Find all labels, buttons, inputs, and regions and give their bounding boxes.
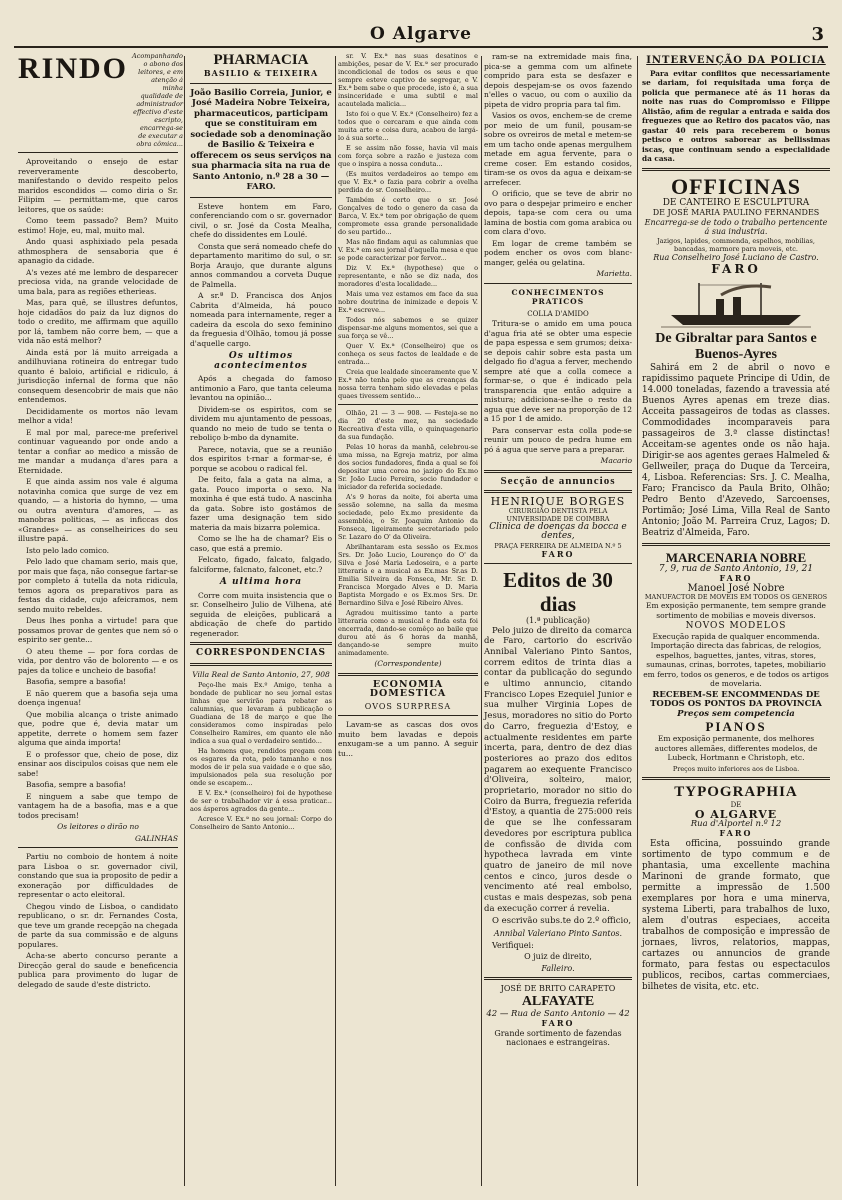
steamship-illustration	[661, 277, 811, 329]
paragraph: Creia que lealdade sinceramente que V. Ex.ª não tenha pelo que as creanças da nossa terra tenham sido elevadas e pelas quaes tivessem sentido...	[338, 368, 478, 400]
paragraph: (Es muitos verdadeiros ao tempo em que V. Ex.ª o fazia para cobrir a ovelha perdida do sr. Conselheiro...	[338, 170, 478, 194]
paragraph: Esteve hontem em Faro, conferenciando com o sr. governador civil, o sr. José da Costa Mealha, chefe do dissidentes em Loulé.	[190, 201, 332, 239]
advert-furniture-city: FARO	[719, 573, 753, 583]
paragraph: Parece, notavia, que se a reunião dos espiritos t-rnar a formar-se, é porque se acobou o radical fel.	[190, 444, 332, 473]
paragraph: Para evitar conflitos que necessariamente se dariam, foi requisitada uma força de policia que permanece até ás 11 horas da noite nas ruas do Compromisso e Filippe Alistão, afim de regular a entrada e saida dos freguezes que ao Retiro dos pacatos vão, nas gastar 40 reis para receberem o bonus petisco e outros saborear as bellissimas iscas, que continuam sendo a especialidade da casa.	[642, 68, 830, 163]
signature: Annibal Valeriano Pinto Santos.	[493, 929, 623, 939]
page-number: 3	[811, 24, 824, 45]
advert-workshop-name: DE JOSÉ MARIA PAULINO FERNANDES	[652, 208, 820, 217]
paragraph: Após a chegada do famoso antimonio a Faro, que tanta celeuma levantou na opinião...	[190, 374, 332, 402]
advert-ship-text: Sahirá em 2 de abril o novo e rapidissimo paquete Principe di Udin, de 14.000 toneladas, fazendo a travessia até Buenos Ayres apenas em treze dias. Acceita passageiros de todas as classes. Commodidades incomparaveis para passageiros de 3.ª classe distinctas! Acceitam-se agentes onde os não haja. Dirigir-se aos agentes geraes Halmeled & Gellweiler, praça do Duque da Terceira, 4, Lisboa. Referencias: Srs. J. C. Mealha, Faro; Francisco da Paula Brito, Olhão; Pedro Bento d'Azevedo, Sarcoenses, Portimão; José Lima, Villa Real de Santo Antonio; João M. Parreira Cruz, Lagos; D. Beatriz d'Almeida, Faro.	[642, 362, 830, 538]
paragraph: Aproveitando o ensejo de estar reververamente descoberto, manifestando o devido respeito pelos maridos escondidos — como diria o Sr. Filipim — permittam-me, que caros leitores, que os saúde:	[18, 157, 178, 214]
column-4	[484, 52, 632, 1192]
section-heading: INTERVENÇÃO DA POLICIA	[646, 55, 826, 66]
paragraph: Partiu no comboio de hontem á noite para Lisboa o sr. governador civil, constando que sua ia proposito de pedir a exoneração por difficuldades de representar o acto eleitoral.	[18, 852, 178, 899]
advert-typography-text: Esta officina, possuindo grande sortimento de typo commum e de phantasia, uma excellente machina Marinoni de grande formato, que permitte a impressão de 1.500 exemplares por hora e uma minerva, systema Liberti, para trabalhos de luxo, alem d'outras especiaes, acceita trabalhos de composição e impressão de jornaes, livros, relatorios, mappas, cartazes ou annuncios de grande formato, para festas ou espectaculos publicos, recibos, cartas commerciaes, bilhetes de visita, etc. etc.	[642, 838, 830, 992]
advert-workshop-city: FARO	[711, 262, 761, 276]
paragraph: Diz V. Ex.ª (hypothese) que o representante, e não se diz nada, dos moradores d'esta localidade...	[338, 264, 478, 288]
paragraph: Todos nós sabemos e se quizer dispensar-me alguns momentos, sei que a sua força se vê...	[338, 316, 478, 340]
column-1	[18, 52, 183, 1192]
advert-dentist-city: FARO	[541, 548, 575, 559]
editos-heading: Editos de 30 dias	[503, 568, 613, 616]
signature: Marietta.	[596, 269, 632, 278]
advert-typography-name: O ALGARVE	[694, 808, 778, 821]
paragraph: Vasios os ovos, enchem-se de creme por meio de um funil, pousam-se sobre os ovreiros de metal e metem-se em um tacho onde apenas mergulhem metade em agua fervente, para o creme coser. Em estando cosidos, tiram-se os ovos da agua e deixam-se arrefecer.	[484, 111, 632, 187]
advert-dentist-name: HENRIQUE BORGES	[490, 495, 626, 508]
paragraph: Acha-se aberto concurso perante a Direcção geral do saude e beneficencia publica para provimento do lugar de delegado de saude d'este districto.	[18, 951, 178, 989]
paragraph: Como teem passado? Bem? Muito estimo! Hoje, eu, mal, muito mal.	[18, 216, 178, 235]
judge-name: Falleiro.	[541, 963, 575, 973]
dateline: Villa Real de Santo Antonio, 27, 908	[192, 669, 330, 679]
advert-workshop-small: Jazigos, lapides, commenda, espelhos, mobilias, bancadas, marmore para moveis, etc.	[657, 236, 815, 253]
paragraph: A sr.ª D. Francisca dos Anjos Cabrita d'Almeida, há pouco nomeada para internamente, reger a cadeira da escola do sexo feminino da freguesia d'Olhão, tomou já posse d'aquelle cargo.	[190, 291, 332, 348]
paragraph: Chegou vindo de Lisboa, o candidato republicano, o sr. dr. Fernandes Costa, que teve um grande recepção na chegada de parte da sua commissão e de alguns populares.	[18, 901, 178, 949]
section-heading: Secção de annuncios	[500, 474, 616, 487]
verification: Verifiquei:	[492, 940, 534, 950]
paragraph: sr. V. Ex.ª nas suas desatinos e ambições, pesar de V. Ex.ª ser procurado incondicional de todos os seus e que sempre esteve captivo de segregar, e V. Ex.ª bem sabe o que procede, isto é, a sua insinceridade e uma subtil e mal acautelada malicia...	[338, 52, 478, 108]
advert-dentist-address: PRAÇA FERREIRA DE ALMEIDA N.º 5	[494, 541, 622, 550]
paragraph: Corre com muita insistencia que o sr. Conselheiro Julio de Vilhena, até seguida de eleições, publicará a abdicação de chefe do partido regenerador.	[190, 590, 332, 638]
signature: Macario	[600, 456, 632, 465]
section-heading: CONHECIMENTOS PRATICOS	[511, 287, 605, 306]
paragraph: Basofia, sempre a basofia!	[26, 677, 127, 686]
advert-furniture-text2: Execução rapida de qualquer encommenda. Importação directa das fabricas, de relogios, espelhos, baguettes, jantes, vitras, stores, sumaunas, crinas, borrotes, tapetes, mobiliario em ferro, todos os generos, e de todos os artigos de movelaria.	[643, 631, 829, 688]
paragraph: Mas, para quê, se illustres defuntos, hoje cidadãos do paiz da luz dignos do todo o credito, me affirmam que aquillo por lá, tambem não corre bem, — que a vida não está melhor?	[18, 298, 178, 345]
paragraph: Para conservar esta colla pode-se reunir um pouco de pedra hume em pó á agua que serve para a preparar.	[484, 425, 632, 454]
advert-furniture-address: 7, 9, rua de Santo Antonio, 19, 21	[658, 563, 814, 574]
paragraph: Basofia, sempre a basofia!	[26, 780, 127, 789]
advert-furniture-heading2: RECEBEM-SE ENCOMMENDAS DE TODOS OS PONTOS DA PROVINCIA	[650, 689, 822, 709]
column-3	[338, 52, 478, 1192]
advert-pianos-heading: PIANOS	[705, 719, 767, 734]
paragraph: Tritura-se o amido em uma pouca d'agua fria até se obter uma especie de papa espessa e sem grumos; deixa-se depois cahir sobre esta pasta um delgado fio d'agua a ferver, mechendo sempre até que a colla comece a formar-se, o que é indicado pela transparencia que então adquire a mistura; addiciona-se-lhe o resto da agua que deve ser na proporção de 12 a 15 por 1 de amido.	[484, 319, 632, 423]
newspaper-title: O Algarve	[370, 24, 472, 44]
paragraph: Lavam-se as cascas dos ovos muito bem lavadas e depois enxugam-se a um panno. A seguir tu...	[338, 720, 478, 758]
advert-ship-title: De Gibraltar para Santos e Buenos-Ayres	[655, 330, 817, 362]
advert-workshop-text: Encarrega-se de todo o trabalho pertencente á sua industria.	[644, 217, 828, 236]
paragraph: O orificio, que se teve de abrir no ovo para o despejar primeiro e encher depois, tapa-se com cera ou uma lamina de bostia com goma arabica ou com clara d'ovo.	[484, 189, 632, 236]
paragraph: Ha homens que, rendidos pregam com os esgares da rota, pelo tamanho e nos modos de ir pela sua vaidade e o que são, impulsionados pela sua resolução por onde se escapem...	[190, 747, 332, 787]
paragraph: E mal por mal, parece-me preferivel continuar vagueando por onde ando a tentar a confiar ao medico a missão de me mandar a mudança d'ares para a Eternidade.	[18, 427, 178, 475]
paragraph: Ando quasi asphixiado pela pesada athmosphera de sensaboria que é apanagio da cidade.	[18, 237, 178, 265]
paragraph: E se assim não fosse, havia vil mais com força sobre a razão e justeza com que o inspira a nossa conduta...	[338, 144, 478, 168]
advert-tailor-trade: ALFAYATE	[521, 993, 595, 1009]
paragraph: E ninguem a sabe que tempo de vantagem ha de a basofia, mas e a que todos precisam!	[18, 791, 178, 820]
section-heading: CORRESPONDENCIAS	[196, 648, 326, 658]
paragraph: Peço-lhe mais Ex.º Amigo, tenha a bondade de publicar no seu jornal estas linhas que servirão para rebater as calumnias, que levaram á publicação o Guadiana de 18 de março e que lhe consideramos como inspiradas pelo Conselheiro Ramires, em quanto ele não indica a sua qual o verdadeiro sentido...	[190, 681, 332, 745]
advert-workshop-address: Rua Conselheiro José Luciano de Castro.	[653, 252, 819, 262]
paragraph: Pelas 10 horas da manhã, celebrou-se uma missa, na Egreja matriz, por alma dos socios fundadores, finda a qual se foi depositar uma coroa no jazigo do Ex.mo Sr. João Lucio Pereira, socio fundador e iniciador da referida sociedade.	[338, 443, 478, 491]
paragraph: De feito, fala a gata na alma, a gata. Pouco importa o sexo. Na moxinha é que está tudo. A nascinha da gata. Sobre isto gostámos de fazer uma designação tem sido materia da mais bizarra polemica.	[190, 475, 332, 532]
advert-typography-address: Rua d'Alportel n.º 12	[690, 818, 782, 829]
paragraph: Como se lhe ha de chamar? Eis o caso, que está a premio.	[190, 534, 332, 553]
column-rule	[637, 56, 638, 1186]
paragraph: A's 9 horas da noite, foi aberta uma sessão solemne, na salla da mesma sociedade, pelo Ex.mo presidente da assembléa, o Sr. Joaquim Antonio da Fonseca, ligeiramente secretariado pelo Sr. Lazaro do O' da Oliveira.	[338, 493, 478, 541]
advert-workshop-subtitle: DE CANTEIRO E ESCULPTURA	[662, 197, 810, 208]
paragraph: Agradou muitissimo tanto a parte litteraria como a musical e finda esta foi encerrada, dando-se comêço ao baile que durou até ás 6 horas da manhã, dançando-se sempre muito animadamente.	[338, 609, 478, 657]
advert-furniture-title: MARCENARIA NOBRE	[665, 549, 807, 565]
paragraph: Isto foi o que V. Ex.ª (Conselheiro) fez a todos que o cercaram e que ainda com muita arte e coisa dura, acabou de largá-lo á sua sorte...	[338, 110, 478, 142]
column-rule	[184, 56, 185, 1186]
advert-furniture-heading3: Preços sem competencia	[677, 708, 795, 719]
paragraph: Abrilhantaram esta sessão os Ex.mos Srs. Dr. João Lucio, Lourenço do O' da Silva e José Maria Ledoseira, e a parte litteraria e a musical as Ex.mas Sr.as D. Emilia Silveira da Fonseca, Mr. Sr. D. Francisca Morgado Alves e D. Maria Baptista Morgado e os Ex.mos Srs. Dr. Bernardino Silva e José Ribeiro Alves.	[338, 543, 478, 607]
rindo-title: RINDO	[18, 52, 129, 85]
section-heading: A ultima hora	[219, 577, 303, 587]
paragraph: E o professor que, cheio de pose, diz ensinar aos discipulos coisas que nem ele sabe!	[18, 749, 178, 778]
advert-pianos-text: Em exposição permanente, dos melhores auctores allemães, differentes modelos, de Lubeck, Hortmann e Christoph, etc.	[654, 734, 818, 762]
column-5	[642, 52, 830, 1192]
paragraph: Quer V. Ex.ª (Conselheiro) que os conheça os seus factos de lealdade e de entrada...	[338, 342, 478, 366]
section-heading: ECONOMIA DOMESTICA	[369, 678, 447, 699]
advert-pianos-small: Preços muito inferiores aos de Lisboa.	[672, 764, 800, 773]
advert-tailor-address: 42 — Rua de Santo Antonio — 42	[486, 1008, 630, 1019]
paragraph: Deus lhes ponha a virtude! para que possamos provar de gentes que nem só o espirito ser gente...	[18, 616, 178, 644]
masthead	[14, 24, 828, 48]
advert-typography-title: TYPOGRAPHIA	[674, 783, 798, 800]
signature: GALINHAS	[134, 833, 178, 843]
closing-line: Os leitores o dirão no	[57, 822, 139, 831]
paragraph: O escrivão subs.te do 2.º officio,	[492, 916, 632, 927]
paragraph: Olhão, 21 — 3 — 908. — Festeja-se no dia 20 d'este mez, na sociedade Recreativa d'esta villa, o quinquagenario da sua fundação.	[338, 409, 478, 441]
judge-title: O juiz de direito,	[524, 952, 592, 962]
paragraph: E que ainda assim nos vale é alguma notavinha comica que surge de vez em quando, — a historia do hymno, — uma ou outra aventura d'amores, — as manobras politicas, — as inficcas dos «Grandes» — as conselheirices do seu illustre papá.	[18, 477, 178, 543]
advert-typography-sub: DE	[730, 800, 742, 809]
pharmacy-title: PHARMACIA	[213, 52, 309, 68]
pharmacy-subtitle: BASILIO & TEIXEIRA	[203, 68, 319, 78]
column-2	[190, 52, 332, 1192]
paragraph: Consta que será nomeado chefe do departamento maritimo do sul, o sr. Borja Araujo, que durante alguns annos commandou a corveta Duque de Palmella.	[190, 241, 332, 289]
advert-furniture-owner: Manoel José Nobre	[687, 582, 785, 594]
correspondent-signature: (Correspondente)	[374, 659, 442, 668]
advert-tailor-text: Grande sortimento de fazendas nacionaes e estrangeiras.	[494, 1028, 622, 1048]
paragraph: Mas não findam aqui as calumnias que V. Ex.ª em seu jornal d'aquella mesa e que se pode caracterizar por fervor...	[338, 238, 478, 262]
advert-workshop-title: OFFICINAS	[670, 173, 801, 199]
column-rule	[335, 56, 336, 1186]
paragraph: E V. Ex.ª (conselheiro) foi de hypothese de ser o trabalhador vir á essa praticar... aos ásperos agrados da gente...	[190, 789, 332, 813]
advert-tailor-city: FARO	[541, 1018, 575, 1029]
advert-dentist-specialty: Clinica de doenças da bocca e dentes,	[489, 521, 627, 541]
paragraph: Acresce V. Ex.ª no seu jornal: Corpo do Conselheiro de Santo Antonio...	[190, 815, 332, 831]
paragraph: Felcato, figado, falcato, falgado, falciforme, falcnato, falconet, etc.?	[190, 555, 332, 574]
paragraph: Isto pelo lado comico.	[26, 545, 110, 555]
advert-furniture-text: Em exposição permanente, tem sempre grande sortimento de mobilias e moveis diversos.	[646, 601, 826, 620]
paragraph: Mais uma vez estamos em face da sua nobre doutrina de inimizade e depois V. Ex.ª escreve...	[338, 290, 478, 314]
paragraph: Pelo lado que chamam serio, mais que, por mais que faça, não consegue fartar-se por completo á tutella da nota ridicula, temos agora os preparativos para as festas da cidade, cujo afeicramos, nem sendo muito rebeldes.	[18, 557, 178, 614]
section-heading: Os ultimos acontecimentos	[214, 351, 308, 371]
column-rule	[481, 56, 482, 1186]
advert-typography-city: FARO	[719, 828, 753, 838]
subsection-heading: COLLA D'AMIDO	[527, 309, 589, 318]
paragraph: Dividem-se os espiritos, com se dividem mu ajuntamento de pessoas, quando no meio de tudo se tenta o reboliço b-mbo da dynamite.	[190, 404, 332, 442]
paragraph: Em logar de creme também se podem encher os ovos com blanc-manger, geléa ou gelatina.	[484, 238, 632, 267]
subsection-heading: OVOS SURPRESA	[364, 701, 452, 711]
paragraph: E não querem que a basofia seja uma doença ingenua!	[18, 688, 178, 707]
paragraph: Pelo juizo de direito da comarca de Faro, cartorio do escrivão Annibal Valeriano Pinto Santos, correm editos de trinta dias a contar da publicação do segundo e ultimo annuncio, citando Francisco Lopes Ezequiel Junior e sua mulher Virginia Lopes de Jesus, moradores no sitio do Porto do Carro, freguezia d'Estoy, e actualmente residentes em parte incerta, para, dentro de dez dias posteriores ao prazo dos editos pagarem ao exequente Francisco d'Oliveira, solteiro, maior, proprietario, morador no sitio do Coiro da Burra, freguezia referida d'Estoy, a quantia de 275:000 reis de que se lhe confessaram devedores por escriptura publica de confissão de divida com hypotheca lavrada em vinte quatro de janeiro de mil nove centos e cinco, juros desde o vencimento até real embolso, custas e mais despezas, sob pena da execução correr á revelia.	[484, 625, 632, 914]
paragraph: Ainda está por lá muito arreigada a andilhuviana rotineira do entregar tudo quanto é baloio, artificial e ridiculo, á jurisdicção infernal de forma que não consequem desencobrir de mais que não entendemos.	[18, 347, 178, 404]
paragraph: A's vezes até me lembro de desparecer preciosa vida, na grande velocidade de uma bala, para as regiões etherieas.	[18, 267, 178, 296]
paragraph: Também é certo que o sr. José Gonçalves de todo o genero da casa da Barca, V. Ex.ª tem por obrigação de quem compromete essa grande personalidade do seu partido...	[338, 196, 478, 236]
publication-note: (1.ª publicação)	[525, 616, 591, 625]
paragraph: Que mobilia alcança o triste animado que, podre que é, devia matar um appetite, derrete o homem sem fazer alguma que ainda importa!	[18, 709, 178, 747]
advert-tailor-name: JOSÉ DE BRITO CARAPETO	[500, 984, 616, 994]
paragraph: Decididamente os mortos não levam melhor a vida!	[18, 406, 178, 425]
advert-furniture-sub: MANUFACTOR DE MOVEIS EM TODOS OS GENEROS	[644, 593, 828, 601]
paragraph: O ateu theme — por fora cordas de vida, por dentro vão de bolorento — e os pajes da tolice e uncheio de basofia!	[18, 646, 178, 675]
advert-dentist-line: CIRURGIÃO DENTISTA PELA UNIVERSIDADE DE COIMBRA	[506, 506, 610, 523]
advert-furniture-heading: NOVOS MODELOS	[685, 621, 787, 631]
rindo-intro: Acompanhando o abono dos leitores, e em atenção á minha qualidade de administrador effectivo d'este escripto, encarrega-se de executar a obra cômica...	[132, 52, 183, 148]
pharmacy-announcement: João Basilio Correia, Junior, e José Madeira Nobre Teixeira, pharmaceuticos, participam que se constituiram em sociedade sob a denominação de Basilio & Teixeira e offerecem os seus serviços na sua pharmacia sita na rua de Santo Antonio, n.º 28 a 30 — FARO.	[190, 87, 332, 192]
paragraph: ram-se na extremidade mais fina, pica-se a gemma com um alfinete comprido para esta se desfazer e depois despejam-se os ovos fazendo n'elles o vacuo, ou com o auxilio da pipeta de vidro propria para tal fim.	[484, 52, 632, 109]
